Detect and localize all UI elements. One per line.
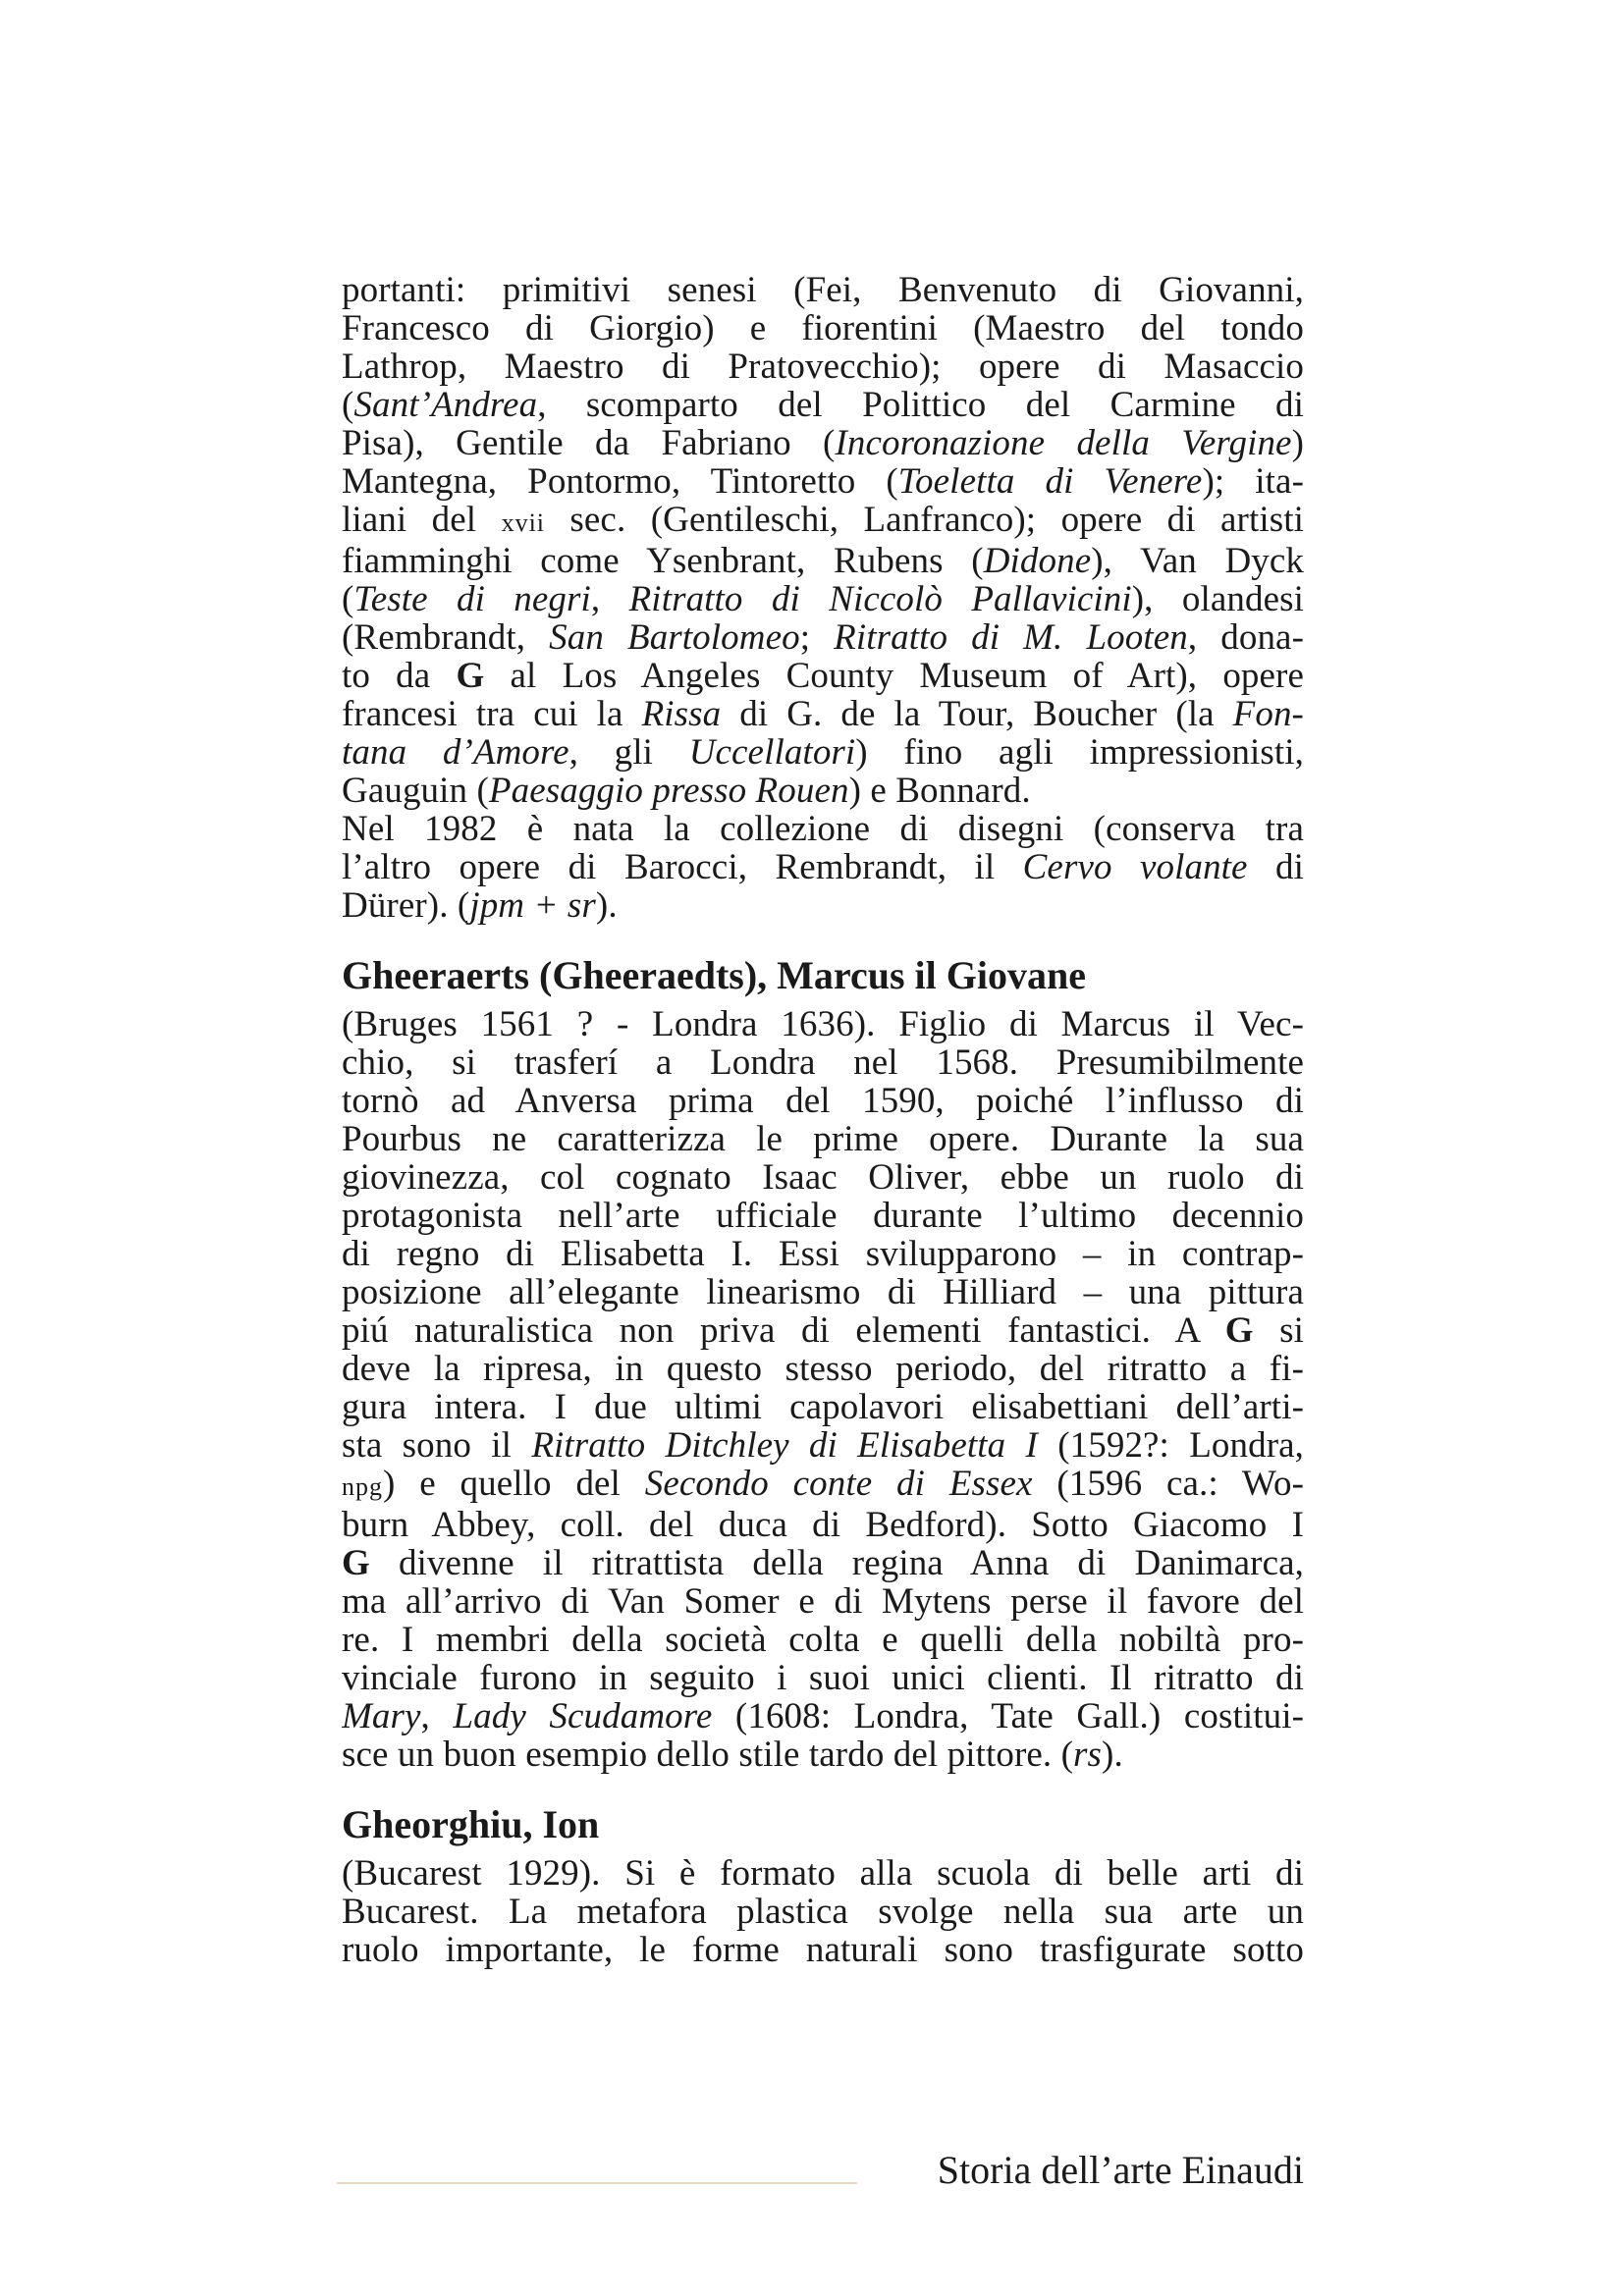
headword-abbreviation: G xyxy=(342,1544,370,1582)
text-line: posizione all’elegante linearismo di Hilliard – una pittura xyxy=(342,1273,1304,1311)
text-fragment: ( xyxy=(342,580,354,618)
text-line xyxy=(342,462,1304,501)
text-fragment: sta sono il xyxy=(342,1426,532,1465)
text-fragment: francesi tra cui la xyxy=(342,695,642,733)
artwork-title: Ritratto Ditchley di Elisabetta I xyxy=(531,1426,1038,1465)
entry-gheorghiu xyxy=(342,1803,1304,1969)
artwork-title: Rissa xyxy=(641,695,722,733)
text-fragment: , xyxy=(420,1697,454,1735)
text-line: protagonista nell’arte ufficiale durante l’ultimo decennio xyxy=(342,1197,1304,1235)
text-fragment: ) e Bonnard. xyxy=(848,772,1031,810)
text-line: portanti: primitivi senesi (Fei, Benvenuto di Giovanni, xyxy=(342,271,1304,309)
entry-title: Gheeraerts (Gheeraedts), Marcus il Giovane xyxy=(342,953,1086,997)
text-fragment: divenne il ritrattista della regina Anna di Danimarca, xyxy=(369,1544,1304,1582)
text-line xyxy=(342,657,1304,695)
text-fragment: al Los Angeles County Museum of Art), opere xyxy=(484,657,1304,695)
text-fragment: , gli xyxy=(568,733,689,772)
page-body xyxy=(342,271,1304,1969)
artwork-title: Teste di negri xyxy=(353,580,591,618)
text-fragment: (1608: Londra, Tate Gall.) costitui- xyxy=(712,1697,1304,1735)
text-line: ma all’arrivo di Van Somer e di Mytens perse il favore del xyxy=(342,1582,1304,1621)
text-fragment: ), olandesi xyxy=(1131,580,1304,618)
text-line: deve la ripresa, in questo stesso periodo, del ritratto a fi- xyxy=(342,1350,1304,1388)
text-line xyxy=(342,733,1304,772)
text-fragment: sce un buon esempio dello stile tardo del pittore. ( xyxy=(342,1735,1074,1774)
text-fragment: ) fino agli impressionisti, xyxy=(855,733,1304,772)
text-line: gura intera. I due ultimi capolavori elisabettiani dell’arti- xyxy=(342,1388,1304,1426)
text-fragment: , scomparto del Polittico del Carmine di xyxy=(537,386,1304,424)
text-line xyxy=(342,772,1304,810)
text-fragment: si xyxy=(1253,1311,1304,1350)
text-line xyxy=(342,580,1304,618)
text-fragment: , dona- xyxy=(1187,618,1304,657)
artwork-title: Ritratto di Niccolò Pallavicini xyxy=(628,580,1132,618)
author-initials: rs xyxy=(1073,1735,1103,1774)
footer-publication-title: Storia dell’arte Einaudi xyxy=(937,2148,1304,2192)
text-fragment: di G. de la Tour, Boucher (la xyxy=(721,695,1233,733)
headword-abbreviation: G xyxy=(1224,1311,1254,1350)
text-line xyxy=(342,1544,1304,1582)
headword-abbreviation: G xyxy=(456,657,485,695)
artwork-title: Didone xyxy=(983,542,1092,580)
text-line: Nel 1982 è nata la collezione di disegni (conserva tra xyxy=(342,810,1304,848)
text-fragment: ). xyxy=(595,886,618,925)
text-fragment: Mantegna, Pontormo, Tintoretto ( xyxy=(342,462,898,501)
text-line: Lathrop, Maestro di Pratovecchio); opere di Masaccio xyxy=(342,347,1304,386)
text-fragment: to da xyxy=(342,657,457,695)
artwork-title: Uccellatori xyxy=(688,733,856,772)
text-fragment: piú naturalistica non priva di elementi fantastici. A xyxy=(342,1311,1225,1350)
text-fragment: Dürer). ( xyxy=(342,886,470,925)
entry-gheeraerts xyxy=(342,954,1304,1774)
text-line: chio, si trasferí a Londra nel 1568. Presumibilmente xyxy=(342,1043,1304,1082)
text-line xyxy=(342,542,1304,580)
text-line: (Bruges 1561 ? - Londra 1636). Figlio di Marcus il Vec- xyxy=(342,1005,1304,1043)
artwork-title: Secondo conte di Essex xyxy=(644,1465,1033,1504)
text-fragment: Pisa), Gentile da Fabriano ( xyxy=(342,424,836,462)
text-fragment: ), Van Dyck xyxy=(1091,542,1304,580)
artwork-title: tana d’Amore xyxy=(342,733,569,772)
text-fragment: ( xyxy=(342,386,354,424)
text-line xyxy=(342,1311,1304,1350)
text-line: burn Abbey, coll. del duca di Bedford). Sotto Giacomo I xyxy=(342,1506,1304,1544)
text-fragment: ; xyxy=(799,618,835,657)
footer-rule xyxy=(337,2182,857,2184)
text-fragment: , xyxy=(590,580,629,618)
text-line: ruolo importante, le forme naturali sono trasfigurate sotto xyxy=(342,1931,1304,1969)
text-line: Pourbus ne caratterizza le prime opere. Durante la sua xyxy=(342,1120,1304,1158)
artwork-title: Ritratto di M. Looten xyxy=(834,618,1188,657)
text-fragment: Gauguin ( xyxy=(342,772,489,810)
text-line: re. I membri della società colta e quelli della nobiltà pro- xyxy=(342,1621,1304,1659)
text-fragment: liani del xyxy=(342,501,502,540)
artwork-title: Toeletta di Venere xyxy=(897,462,1203,501)
text-fragment: di xyxy=(1247,848,1304,886)
artwork-title: Lady Scudamore xyxy=(453,1697,713,1735)
author-initials: jpm + sr xyxy=(469,886,596,925)
artwork-title: Incoronazione della Vergine xyxy=(835,424,1292,462)
artwork-title: San Bartolomeo xyxy=(549,618,800,657)
artwork-title: Fon- xyxy=(1232,695,1304,733)
text-fragment: (Rembrandt, xyxy=(342,618,550,657)
text-line xyxy=(342,501,1304,542)
text-line xyxy=(342,848,1304,886)
text-fragment: ) e quello del xyxy=(383,1465,645,1504)
text-line xyxy=(342,424,1304,462)
century-numeral: xvii xyxy=(501,508,546,537)
text-fragment: (1592?: Londra, xyxy=(1037,1426,1304,1465)
text-fragment: (1596 ca.: Wo- xyxy=(1032,1465,1304,1504)
text-line: giovinezza, col cognato Isaac Oliver, ebbe un ruolo di xyxy=(342,1158,1304,1197)
museum-abbreviation: npg xyxy=(342,1472,383,1501)
text-line xyxy=(342,886,1304,925)
artwork-title: Cervo volante xyxy=(1022,848,1248,886)
text-line: vinciale furono in seguito i suoi unici clienti. Il ritratto di xyxy=(342,1659,1304,1697)
text-line xyxy=(342,1735,1304,1774)
entry-title: Gheorghiu, Ion xyxy=(342,1802,600,1846)
text-fragment: ). xyxy=(1102,1735,1123,1774)
artwork-title: Sant’Andrea xyxy=(353,386,538,424)
page-footer xyxy=(337,2143,1304,2202)
text-line: Bucarest. La metafora plastica svolge nella sua arte un xyxy=(342,1893,1304,1931)
text-fragment: ) xyxy=(1291,424,1304,462)
text-line xyxy=(342,1426,1304,1465)
text-line: di regno di Elisabetta I. Essi svilupparono – in contrap- xyxy=(342,1235,1304,1273)
text-fragment: fiamminghi come Ysenbrant, Rubens ( xyxy=(342,542,984,580)
artwork-title: Mary xyxy=(342,1697,421,1735)
text-line: tornò ad Anversa prima del 1590, poiché l’influsso di xyxy=(342,1082,1304,1120)
text-fragment: l’altro opere di Barocci, Rembrandt, il xyxy=(342,848,1023,886)
text-fragment: ); ita- xyxy=(1202,462,1304,501)
text-line xyxy=(342,1697,1304,1735)
text-line xyxy=(342,695,1304,733)
text-line xyxy=(342,386,1304,424)
artwork-title: Paesaggio presso Rouen xyxy=(488,772,849,810)
text-fragment: sec. (Gentileschi, Lanfranco); opere di artisti xyxy=(545,501,1304,540)
text-line: Francesco di Giorgio) e fiorentini (Maestro del tondo xyxy=(342,309,1304,347)
intro-paragraph xyxy=(342,271,1304,925)
text-line xyxy=(342,1465,1304,1506)
text-line: (Bucarest 1929). Si è formato alla scuola di belle arti di xyxy=(342,1854,1304,1893)
text-line xyxy=(342,618,1304,657)
